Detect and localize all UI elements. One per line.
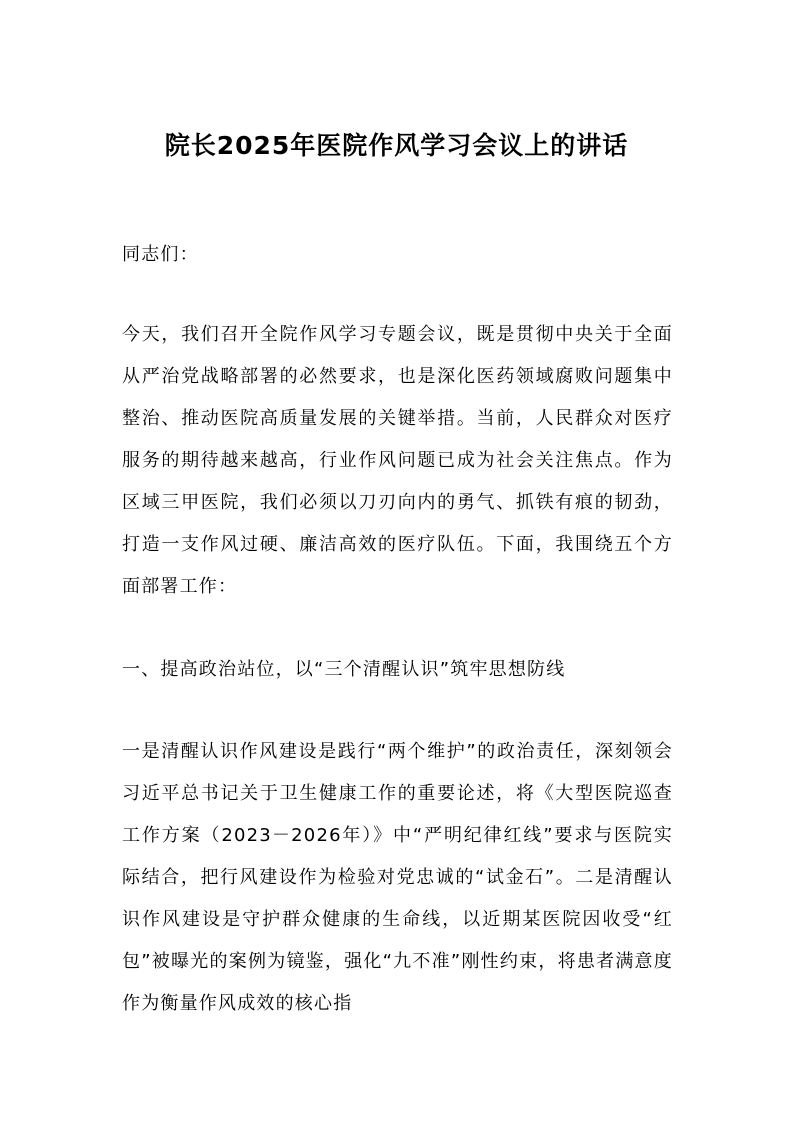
section-heading: 一、提高政治站位，以“三个清醒认识”筑牢思想防线 [122,659,566,680]
section-paragraph: 一是清醒认识作风建设是践行“两个维护”的政治责任，深刻领会习近平总书记关于卫生健康工作的重要论述，将《大型医院巡查工作方案（2023－2026年）》中“严明纪律红线”要求与医院实际结合，把行风建设作为检验对党忠诚的“试金石”。二是清醒认识作风建设是守护群众健康的生命线，以近期某医院因收受“红包”被曝光的案例为镜鉴，强化“九不准”刚性约束，将患者满意度作为衡量作风成效的核心指 [122,741,673,1014]
document-title: 院长2025年医院作风学习会议上的讲话 [164,131,629,160]
intro-paragraph: 今天，我们召开全院作风学习专题会议，既是贯彻中央关于全面从严治党战略部署的必然要求，也是深化医药领域腐败问题集中整治、推动医院高质量发展的关键举措。当前，人民群众对医疗服务的期待越来越高，行业作风问题已成为社会关注焦点。作为区域三甲医院，我们必须以刀刃向内的勇气、抓铁有痕的韧劲，打造一支作风过硬、廉洁高效的医疗队伍。下面，我围绕五个方面部署工作： [122,324,673,597]
salutation: 同志们： [122,244,199,265]
